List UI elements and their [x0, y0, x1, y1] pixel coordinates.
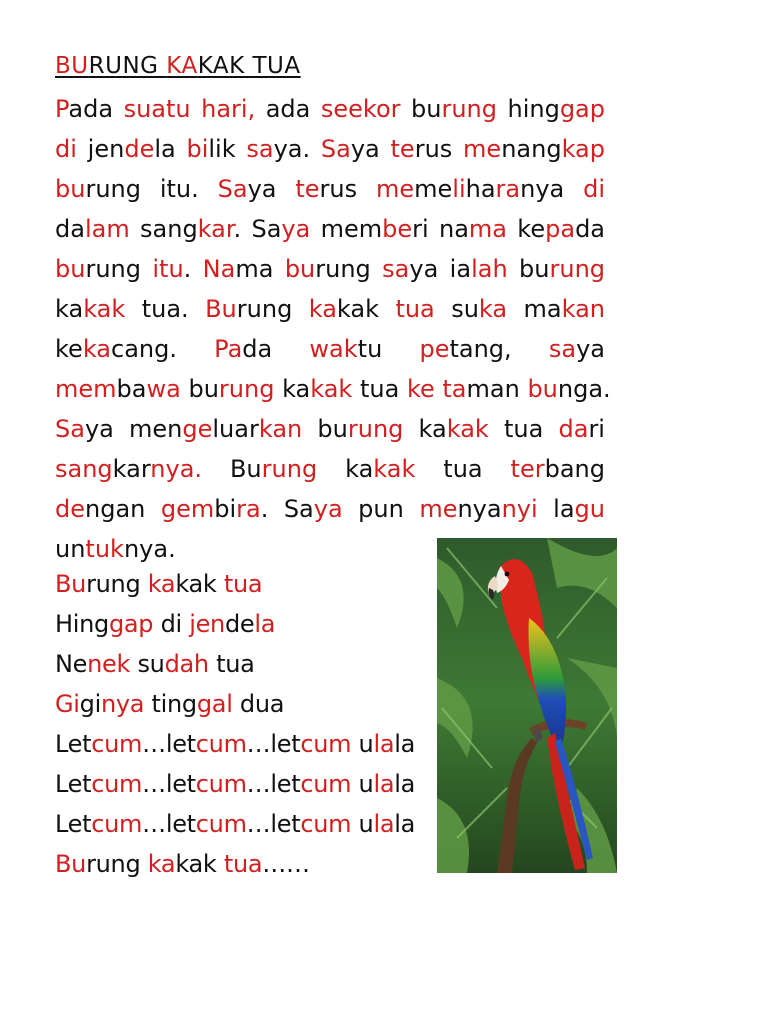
red-syllable: cum: [195, 730, 247, 758]
red-syllable: ma: [468, 215, 518, 243]
black-syllable: u: [358, 770, 374, 798]
black-syllable: lik: [208, 135, 247, 163]
black-syllable: nga.: [557, 375, 611, 403]
red-syllable: gap: [559, 95, 605, 123]
black-syllable: tua.: [141, 295, 206, 323]
red-syllable: rung: [347, 415, 419, 443]
red-syllable: bu: [55, 255, 86, 283]
red-syllable: bu: [55, 175, 86, 203]
story-line: [55, 289, 605, 329]
red-syllable: cum: [300, 730, 359, 758]
black-syllable: ada: [68, 95, 124, 123]
red-syllable: KA: [166, 53, 198, 79]
black-syllable: Bu: [229, 455, 262, 483]
black-syllable: bu: [519, 255, 550, 283]
red-syllable: gem: [160, 495, 215, 523]
red-syllable: pe: [419, 335, 450, 363]
red-syllable: kan: [561, 295, 606, 323]
black-syllable: rung: [85, 175, 160, 203]
red-syllable: ya: [313, 495, 359, 523]
red-syllable: gu: [574, 495, 605, 523]
black-syllable: Let: [55, 810, 92, 838]
red-syllable: me: [375, 175, 415, 203]
red-syllable: la: [373, 730, 395, 758]
red-syllable: dah: [164, 650, 217, 678]
red-syllable: ya: [281, 215, 321, 243]
red-syllable: rung: [261, 455, 346, 483]
black-syllable: rung: [86, 570, 148, 598]
red-syllable: Bu: [55, 850, 87, 878]
black-syllable: cang.: [111, 335, 215, 363]
story-line: [55, 329, 605, 369]
red-syllable: sang: [55, 455, 113, 483]
black-syllable: Let: [55, 770, 92, 798]
story-line: [55, 409, 605, 449]
red-syllable: sa: [246, 135, 274, 163]
red-syllable: wak: [309, 335, 358, 363]
black-syllable: ri: [588, 415, 605, 443]
black-syllable: ma: [235, 255, 285, 283]
red-syllable: ke: [406, 375, 443, 403]
black-syllable: ya ia: [409, 255, 472, 283]
red-syllable: mem: [55, 375, 117, 403]
black-syllable: nang: [501, 135, 562, 163]
red-syllable: lah: [471, 255, 520, 283]
black-syllable: luar: [212, 415, 259, 443]
black-syllable: RUNG: [88, 53, 167, 79]
red-syllable: te: [295, 175, 320, 203]
red-syllable: kak: [373, 455, 444, 483]
red-syllable: te: [390, 135, 415, 163]
red-syllable: kap: [561, 135, 605, 163]
red-syllable: gap: [108, 610, 161, 638]
red-syllable: Sa: [55, 415, 85, 443]
black-syllable: ke: [55, 335, 83, 363]
black-syllable: Hing: [55, 610, 109, 638]
black-syllable: ……: [262, 850, 310, 878]
story-line: [55, 489, 605, 529]
black-syllable: la: [394, 810, 416, 838]
song-line: [55, 564, 435, 604]
black-syllable: su: [451, 295, 479, 323]
red-syllable: ka: [308, 295, 337, 323]
red-syllable: da: [558, 415, 589, 443]
story-line: [55, 89, 605, 129]
black-syllable: bang: [544, 455, 605, 483]
black-syllable: tua: [216, 650, 255, 678]
black-syllable: ngan: [85, 495, 161, 523]
red-syllable: cum: [195, 810, 247, 838]
red-syllable: itu: [152, 255, 184, 283]
black-syllable: jen: [87, 135, 125, 163]
black-syllable: de: [224, 610, 255, 638]
black-syllable: bu: [317, 415, 348, 443]
red-syllable: ka: [82, 335, 111, 363]
red-syllable: tua: [395, 295, 452, 323]
black-syllable: gi: [79, 690, 101, 718]
black-syllable: ting: [151, 690, 197, 718]
black-syllable: sang: [140, 215, 198, 243]
black-syllable: rung: [236, 295, 309, 323]
black-syllable: man: [466, 375, 528, 403]
black-syllable: tang,: [449, 335, 549, 363]
red-syllable: cum: [91, 810, 143, 838]
red-syllable: ka: [478, 295, 524, 323]
story-line: [55, 169, 605, 209]
black-syllable: nya: [457, 495, 502, 523]
song-line: [55, 604, 435, 644]
red-syllable: Gi: [55, 690, 80, 718]
page-title: [55, 52, 301, 80]
black-syllable: …let: [142, 810, 196, 838]
black-syllable: ri na: [412, 215, 469, 243]
black-syllable: kak: [336, 295, 396, 323]
red-syllable: me: [419, 495, 458, 523]
black-syllable: …let: [246, 770, 301, 798]
story-line: [55, 249, 605, 289]
black-syllable: tu: [357, 335, 420, 363]
black-syllable: da: [55, 215, 85, 243]
black-syllable: rus: [414, 135, 464, 163]
red-syllable: kak: [310, 375, 360, 403]
black-syllable: . Sa: [260, 495, 314, 523]
red-syllable: tuk: [85, 535, 124, 563]
red-syllable: Pa: [214, 335, 243, 363]
black-syllable: ya.: [273, 135, 321, 163]
black-syllable: su: [137, 650, 165, 678]
red-syllable: la: [373, 770, 395, 798]
red-syllable: Bu: [205, 295, 237, 323]
red-syllable: ka: [147, 570, 176, 598]
black-syllable: u: [358, 810, 374, 838]
red-syllable: cum: [300, 770, 359, 798]
song-lyrics: [55, 564, 435, 884]
red-syllable: cum: [300, 810, 359, 838]
red-syllable: Na: [202, 255, 236, 283]
red-syllable: la: [254, 610, 276, 638]
black-syllable: rung: [315, 255, 383, 283]
black-syllable: la: [394, 770, 416, 798]
red-syllable: ra: [495, 175, 521, 203]
red-syllable: tua: [223, 850, 263, 878]
black-syllable: me: [414, 175, 453, 203]
black-syllable: di: [160, 610, 190, 638]
red-syllable: hari,: [201, 95, 266, 123]
black-syllable: …let: [246, 730, 301, 758]
red-syllable: cum: [91, 730, 143, 758]
black-syllable: ya: [247, 175, 296, 203]
black-syllable: …let: [142, 730, 196, 758]
black-syllable: la: [394, 730, 416, 758]
red-syllable: BU: [55, 53, 89, 79]
story-line: [55, 209, 605, 249]
parrot-photo: [437, 538, 617, 873]
black-syllable: pun: [358, 495, 420, 523]
black-syllable: ya: [350, 135, 391, 163]
black-syllable: kak: [175, 850, 224, 878]
black-syllable: nya: [520, 175, 584, 203]
song-line: [55, 804, 435, 844]
black-syllable: ke: [517, 215, 546, 243]
red-syllable: me: [463, 135, 502, 163]
red-syllable: rung: [218, 375, 283, 403]
black-syllable: hing: [507, 95, 560, 123]
black-syllable: ka: [55, 295, 84, 323]
red-syllable: Sa: [320, 135, 351, 163]
black-syllable: u: [358, 730, 374, 758]
black-syllable: dua: [239, 690, 285, 718]
red-syllable: la: [373, 810, 395, 838]
red-syllable: sa: [548, 335, 577, 363]
black-syllable: tua: [359, 375, 407, 403]
red-syllable: wa: [146, 375, 189, 403]
black-syllable: Let: [55, 730, 92, 758]
red-syllable: lam: [84, 215, 141, 243]
black-syllable: ya: [84, 415, 130, 443]
story-line: [55, 129, 605, 169]
red-syllable: kak: [83, 295, 142, 323]
black-syllable: ha: [465, 175, 496, 203]
red-syllable: di: [55, 135, 88, 163]
black-syllable: KAK TUA: [197, 53, 301, 79]
red-syllable: ta: [442, 375, 467, 403]
red-syllable: ka: [147, 850, 176, 878]
black-syllable: bi: [214, 495, 237, 523]
red-syllable: Sa: [217, 175, 248, 203]
story-paragraph: [55, 89, 611, 569]
black-syllable: tua: [443, 455, 511, 483]
red-syllable: nya: [100, 690, 152, 718]
black-syllable: da: [575, 215, 606, 243]
black-syllable: kak: [175, 570, 224, 598]
red-syllable: kak: [446, 415, 504, 443]
song-line: [55, 644, 435, 684]
red-syllable: cum: [91, 770, 143, 798]
black-syllable: la: [553, 495, 575, 523]
black-syllable: Ne: [55, 650, 88, 678]
red-syllable: Bu: [55, 570, 87, 598]
red-syllable: seekor: [320, 95, 411, 123]
black-syllable: ada: [265, 95, 321, 123]
red-syllable: pa: [545, 215, 576, 243]
red-syllable: li: [452, 175, 466, 203]
red-syllable: de: [55, 495, 85, 523]
red-syllable: bu: [284, 255, 316, 283]
red-syllable: suatu: [123, 95, 202, 123]
red-syllable: bu: [527, 375, 558, 403]
red-syllable: cum: [195, 770, 247, 798]
red-syllable: ra: [236, 495, 261, 523]
black-syllable: …let: [246, 810, 301, 838]
black-syllable: da: [242, 335, 310, 363]
black-syllable: mem: [320, 215, 383, 243]
red-syllable: kan: [258, 415, 318, 443]
black-syllable: ka: [418, 415, 447, 443]
red-syllable: de: [124, 135, 155, 163]
black-syllable: ba: [116, 375, 147, 403]
song-line: [55, 724, 435, 764]
black-syllable: la: [154, 135, 187, 163]
song-line: [55, 764, 435, 804]
red-syllable: bi: [186, 135, 209, 163]
red-syllable: di: [583, 175, 606, 203]
black-syllable: nya.: [123, 535, 176, 563]
black-syllable: ma: [523, 295, 562, 323]
red-syllable: rung: [441, 95, 508, 123]
red-syllable: ge: [182, 415, 213, 443]
red-syllable: sa: [382, 255, 410, 283]
story-line: [55, 369, 611, 409]
red-syllable: rung: [549, 255, 606, 283]
black-syllable: men: [129, 415, 183, 443]
song-line: [55, 684, 435, 724]
red-syllable: be: [382, 215, 413, 243]
black-syllable: bu: [411, 95, 442, 123]
red-syllable: jen: [189, 610, 225, 638]
story-line: [55, 449, 605, 489]
black-syllable: itu.: [159, 175, 218, 203]
song-line: [55, 844, 435, 884]
red-syllable: P: [55, 95, 69, 123]
red-syllable: nya.: [150, 455, 230, 483]
red-syllable: gal: [196, 690, 240, 718]
black-syllable: rung: [85, 255, 153, 283]
red-syllable: nek: [87, 650, 138, 678]
black-syllable: . Sa: [233, 215, 282, 243]
black-syllable: bu: [188, 375, 219, 403]
parrot-illustration: [437, 538, 617, 873]
black-syllable: tua: [503, 415, 559, 443]
red-syllable: tua: [223, 570, 263, 598]
black-syllable: ka: [282, 375, 311, 403]
black-syllable: kar: [112, 455, 151, 483]
black-syllable: ka: [345, 455, 374, 483]
black-syllable: rus: [319, 175, 376, 203]
black-syllable: …let: [142, 770, 196, 798]
black-syllable: un: [55, 535, 86, 563]
black-syllable: ya: [576, 335, 605, 363]
red-syllable: ter: [510, 455, 545, 483]
red-syllable: nyi: [501, 495, 554, 523]
black-syllable: rung: [86, 850, 148, 878]
red-syllable: kar: [197, 215, 234, 243]
black-syllable: .: [183, 255, 203, 283]
